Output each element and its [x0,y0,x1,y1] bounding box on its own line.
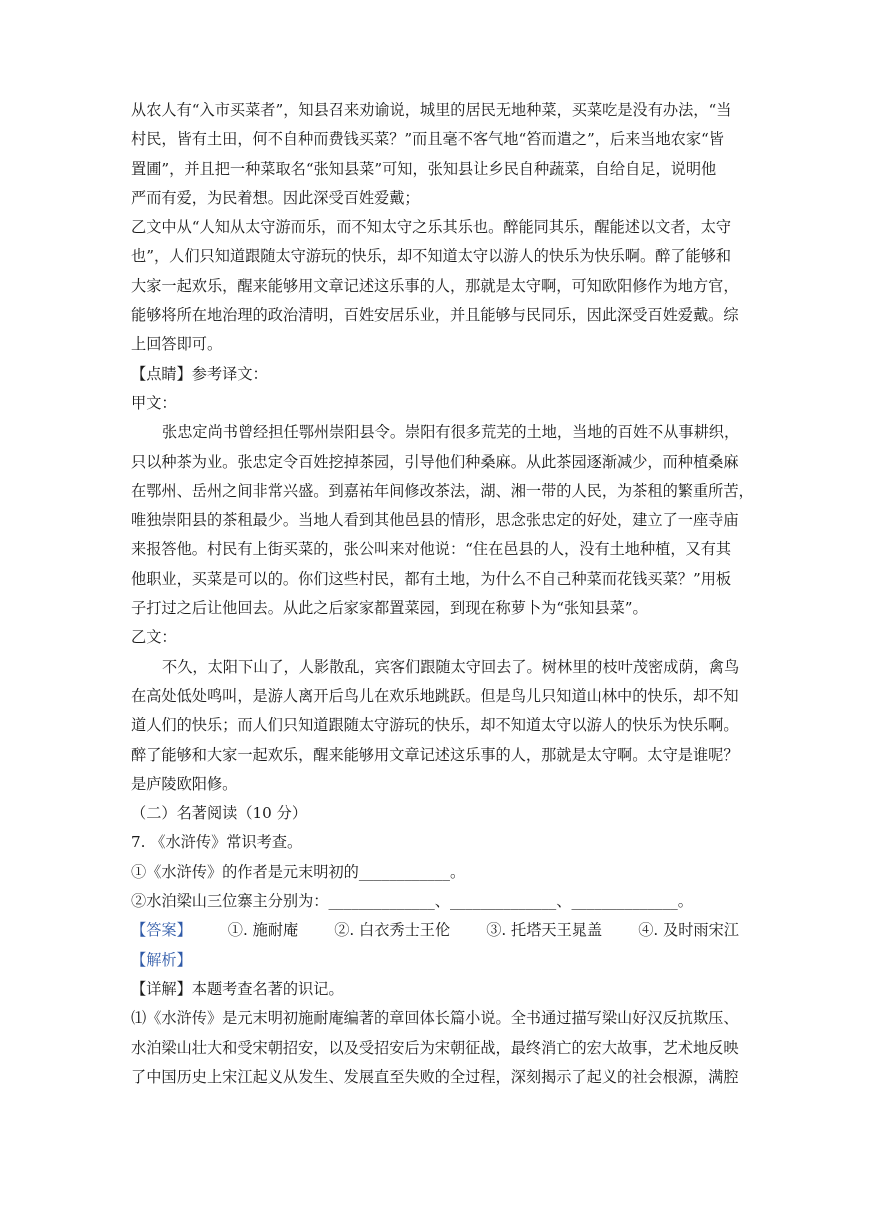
xiangjie-heading: 【详解】本题考查名著的识记。 [131,979,344,998]
analysis-block [131,96,739,360]
dianjing-heading: 【点睛】参考译文： [131,364,268,383]
yi-translation [131,653,739,799]
jia-line: 子打过之后让他回去。从此之后家家都置菜园，到现在称萝卜为“张知县菜”。 [131,599,648,618]
analysis-line: 严而有爱，为民着想。因此深受百姓爱戴； [131,188,420,207]
detail-block [131,1004,739,1092]
answer-item: ③. 托塔天王晁盖 [486,921,603,940]
question-7-item-1: ①《水浒传》的作者是元末明初的____________。 [131,862,466,881]
jiexi-label: 【解析】 [131,950,192,969]
yi-line: 不久，太阳下山了，人影散乱，宾客们跟随太守回去了。树林里的枝叶茂密成荫，禽鸟 [162,657,740,676]
answer-row [131,916,739,945]
detail-line: ⑴《水浒传》是元末明初施耐庵编著的章回体长篇小说。全书通过描写梁山好汉反抗欺压、 [131,1009,739,1028]
jia-translation [131,418,754,623]
jia-line: 只以种茶为业。张忠定令百姓挖掉茶园，引导他们种桑麻。从此茶园逐渐减少，而种植桑麻 [131,452,739,471]
yi-line: 道人们的快乐；而人们只知道跟随太守游玩的快乐，却不知道太守以游人的快乐为快乐啊。 [131,716,739,735]
jia-line: 在鄂州、岳州之间非常兴盛。到嘉祐年间修改茶法，湖、湘一带的人民，为茶租的繁重所苦， [131,481,754,500]
detail-line: 了中国历史上宋江起义从发生、发展直至失败的全过程，深刻揭示了起义的社会根源，满腔 [131,1067,739,1086]
section-title: （二）名著阅读（10 分） [131,804,308,823]
analysis-line: 能够将所在地治理的政治清明，百姓安居乐业，并且能够与民同乐，因此深受百姓爱戴。综 [131,306,739,325]
analysis-line: 也”，人们只知道跟随太守游玩的快乐，却不知道太守以游人的快乐为快乐啊。醉了能够和 [131,247,732,266]
jia-line: 唯独崇阳县的茶租最少。当地人看到其他邑县的情形，思念张忠定的好处，建立了一座寺庙 [131,511,739,530]
analysis-line: 村民，皆有土田，何不自种而费钱买菜？”而且毫不客气地“笞而遣之”，后来当地农家“皆 [131,130,724,149]
analysis-line: 置圃”，并且把一种菜取名“张知县菜”可知，张知县让乡民自种蔬菜，自给自足，说明他 [131,159,717,178]
jia-line: 他职业，买菜是可以的。你们这些村民，都有土地，为什么不自己种菜而花钱买菜？”用板 [131,569,732,588]
answer-item: ①. 施耐庵 [227,921,299,940]
analysis-line: 从农人有“入市买菜者”，知县召来劝谕说，城里的居民无地种菜，买菜吃是没有办法，“当 [131,101,732,119]
yi-line: 醉了能够和大家一起欢乐，醒来能够用文章记述这乐事的人，那就是太守啊。太守是谁呢？ [131,745,739,764]
answer-item: ②. 白衣秀士王伦 [334,921,451,940]
question-7-item-2: ②水泊梁山三位寨主分别为：______________、______________、______________。 [131,892,693,911]
analysis-line: 上回答即可。 [131,335,223,354]
jia-line: 张忠定尚书曾经担任鄂州崇阳县令。崇阳有很多荒芜的土地，当地的百姓不从事耕织， [162,423,740,442]
yi-line: 是庐陵欧阳修。 [131,774,238,793]
answer-item: ④. 及时雨宋江 [638,921,739,940]
analysis-line: 乙文中从“人知从太守游而乐，而不知太守之乐其乐也。醉能同其乐，醒能述以文者，太守 [131,218,732,237]
jia-line: 来报答他。村民有上街买菜的，张公叫来对他说：“住在邑县的人，没有土地种植，又有其 [131,540,732,559]
answer-label: 【答案】 [131,921,192,940]
analysis-line: 大家一起欢乐，醒来能够用文章记述这乐事的人，那就是太守啊，可知欧阳修作为地方官， [131,276,739,295]
detail-line: 水泊梁山壮大和受宋朝招安，以及受招安后为宋朝征战，最终消亡的宏大故事，艺术地反映 [131,1038,739,1057]
question-7-title: 7. 《水浒传》常识考查。 [131,833,303,852]
yi-label: 乙文： [131,628,177,647]
jia-label: 甲文： [131,393,177,412]
document-page [131,96,754,1092]
yi-line: 在高处低处鸣叫，是游人离开后鸟儿在欢乐地跳跃。但是鸟儿只知道山林中的快乐，却不知 [131,686,739,705]
